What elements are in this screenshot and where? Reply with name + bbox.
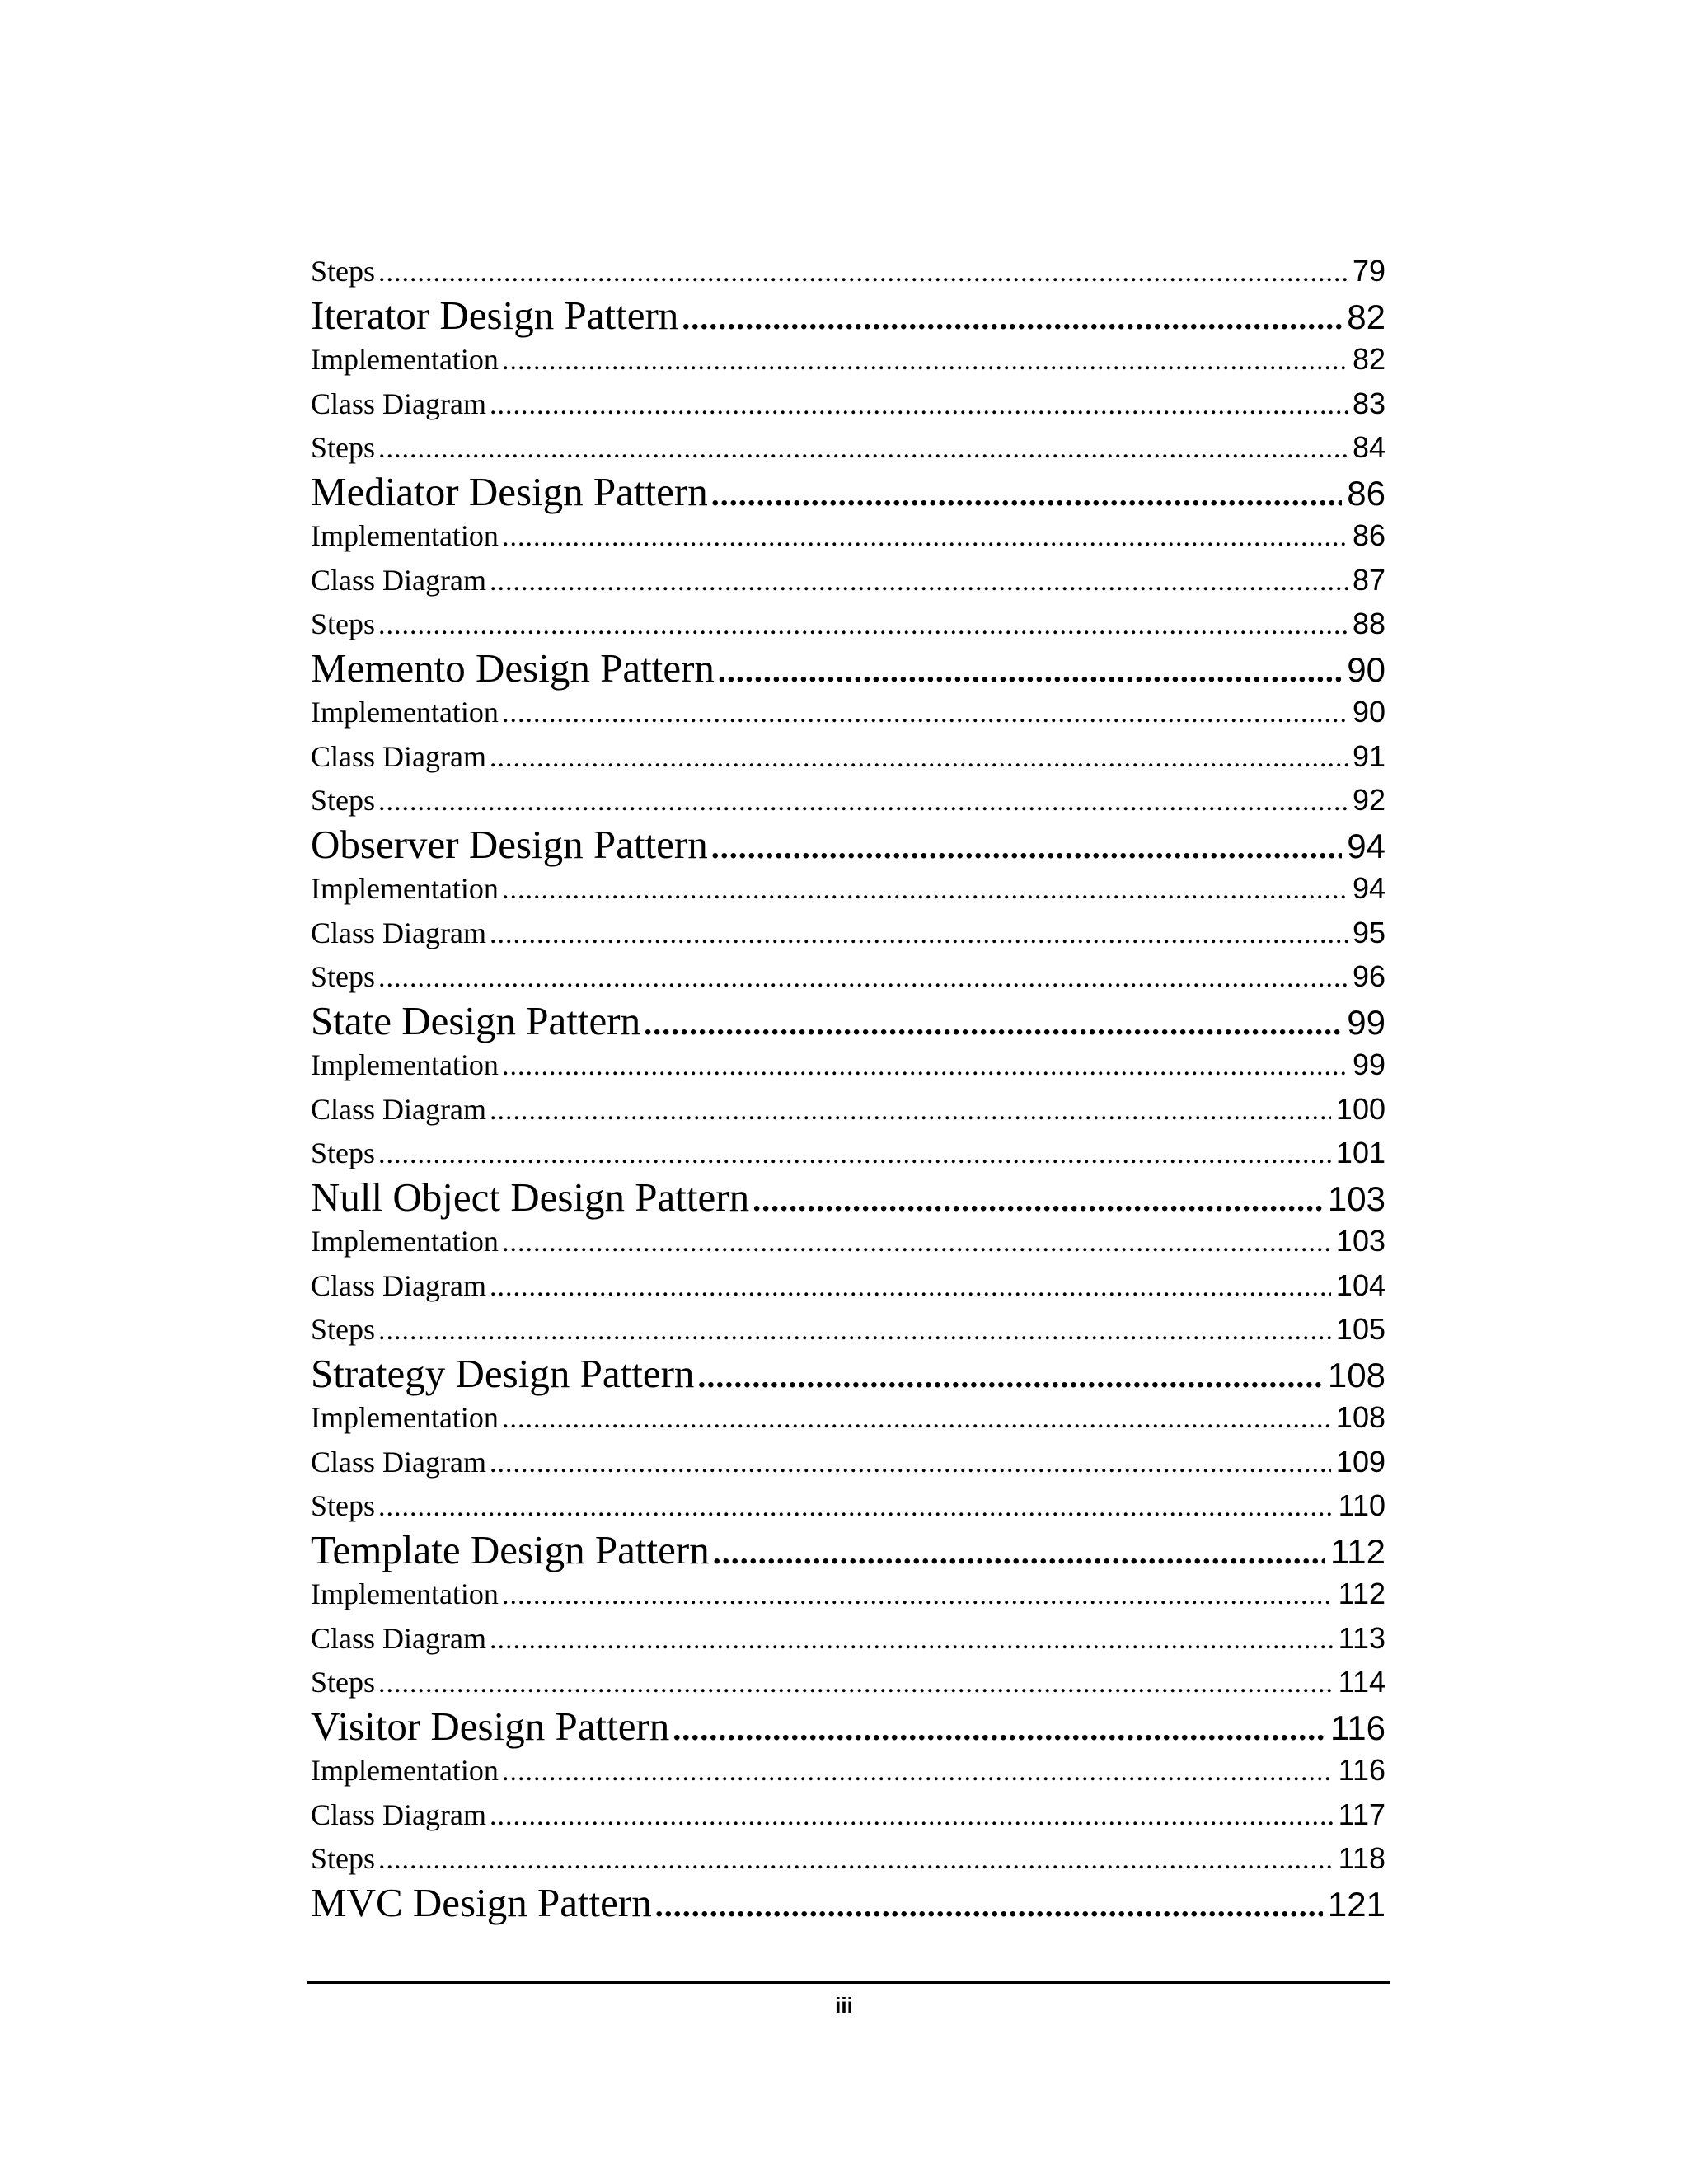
toc-entry-page-number: 121 xyxy=(1327,1884,1386,1924)
toc-entry-page-number: 79 xyxy=(1352,254,1386,288)
dot-leader xyxy=(697,1354,1323,1399)
toc-entry-title: Steps xyxy=(311,255,376,288)
toc-entry-page-number: 112 xyxy=(1330,1531,1386,1571)
toc-entry-title: Class Diagram xyxy=(311,1268,486,1302)
toc-section-entry[interactable] xyxy=(311,1043,1386,1087)
toc-section-entry[interactable] xyxy=(311,1616,1386,1661)
toc-entry-page-number: 90 xyxy=(1347,649,1386,689)
toc-entry-page-number: 117 xyxy=(1338,1797,1386,1831)
dot-leader xyxy=(502,1573,1334,1618)
toc-entry-page-number: 116 xyxy=(1338,1753,1386,1787)
toc-entry-page-number: 118 xyxy=(1338,1841,1386,1875)
toc-entry-page-number: 94 xyxy=(1347,826,1386,865)
toc-entry-title: Visitor Design Pattern xyxy=(311,1703,670,1749)
toc-entry-page-number: 113 xyxy=(1338,1620,1386,1655)
dot-leader xyxy=(711,472,1343,517)
toc-entry-page-number: 82 xyxy=(1352,342,1386,376)
toc-section-entry[interactable] xyxy=(311,1836,1386,1881)
dot-leader xyxy=(490,383,1348,428)
dot-leader xyxy=(502,1221,1331,1265)
toc-chapter-entry[interactable] xyxy=(311,1528,1386,1572)
toc-section-entry[interactable] xyxy=(311,382,1386,426)
dot-leader xyxy=(490,1441,1331,1486)
dot-leader xyxy=(682,296,1342,340)
dot-leader xyxy=(502,1750,1334,1794)
toc-chapter-entry[interactable] xyxy=(311,823,1386,867)
dot-leader xyxy=(378,780,1348,824)
dot-leader xyxy=(378,1838,1334,1882)
dot-leader xyxy=(502,1397,1331,1441)
toc-entry-page-number: 92 xyxy=(1352,783,1386,817)
toc-entry-page-number: 88 xyxy=(1352,607,1386,640)
toc-section-entry[interactable] xyxy=(311,1219,1386,1263)
toc-entry-page-number: 84 xyxy=(1352,430,1386,464)
toc-entry-page-number: 90 xyxy=(1352,695,1386,729)
toc-entry-page-number: 112 xyxy=(1338,1577,1386,1610)
toc-entry-page-number: 82 xyxy=(1347,297,1386,336)
toc-entry-title: Steps xyxy=(311,1842,376,1875)
toc-entry-title: Class Diagram xyxy=(311,916,486,949)
toc-entry-title: Template Design Pattern xyxy=(311,1526,710,1572)
table-of-contents xyxy=(311,249,1386,1924)
dot-leader xyxy=(673,1707,1325,1751)
footer-divider xyxy=(307,1981,1390,1984)
toc-entry-page-number: 108 xyxy=(1327,1355,1386,1394)
toc-entry-title: Observer Design Pattern xyxy=(311,821,708,867)
toc-section-entry[interactable] xyxy=(311,1131,1386,1175)
toc-section-entry[interactable] xyxy=(311,337,1386,382)
toc-entry-page-number: 99 xyxy=(1347,1002,1386,1042)
toc-section-entry[interactable] xyxy=(311,1748,1386,1793)
toc-chapter-entry[interactable] xyxy=(311,1352,1386,1396)
toc-section-entry[interactable] xyxy=(311,1660,1386,1704)
toc-section-entry[interactable] xyxy=(311,1395,1386,1440)
toc-section-entry[interactable] xyxy=(311,690,1386,734)
toc-entry-page-number: 105 xyxy=(1335,1312,1386,1346)
toc-section-entry[interactable] xyxy=(311,866,1386,911)
toc-entry-title: Implementation xyxy=(311,696,499,729)
dot-leader xyxy=(378,1661,1334,1706)
toc-entry-title: Steps xyxy=(311,431,376,464)
toc-chapter-entry[interactable] xyxy=(311,646,1386,691)
toc-entry-title: Steps xyxy=(311,1137,376,1169)
toc-entry-page-number: 95 xyxy=(1352,915,1386,949)
dot-leader xyxy=(378,1309,1331,1353)
dot-leader xyxy=(378,1132,1331,1177)
toc-entry-title: Implementation xyxy=(311,1225,499,1258)
toc-section-entry[interactable] xyxy=(311,734,1386,779)
toc-entry-title: Steps xyxy=(311,1313,376,1346)
dot-leader xyxy=(502,515,1348,560)
toc-entry-page-number: 83 xyxy=(1352,386,1386,420)
toc-entry-page-number: 86 xyxy=(1352,518,1386,552)
toc-section-entry[interactable] xyxy=(311,1087,1386,1132)
toc-entry-page-number: 104 xyxy=(1335,1268,1386,1302)
dot-leader xyxy=(713,1530,1325,1575)
dot-leader xyxy=(502,868,1348,912)
toc-section-entry[interactable] xyxy=(311,1440,1386,1484)
dot-leader xyxy=(655,1883,1323,1928)
toc-entry-title: Implementation xyxy=(311,1401,499,1434)
toc-section-entry[interactable] xyxy=(311,425,1386,470)
toc-entry-page-number: 99 xyxy=(1352,1047,1386,1081)
toc-entry-page-number: 100 xyxy=(1335,1091,1386,1126)
toc-entry-page-number: 110 xyxy=(1338,1488,1386,1522)
toc-entry-title: Iterator Design Pattern xyxy=(311,292,679,338)
toc-entry-page-number: 87 xyxy=(1352,562,1386,597)
dot-leader xyxy=(490,736,1348,780)
dot-leader xyxy=(490,1265,1331,1310)
toc-entry-title: Steps xyxy=(311,1489,376,1522)
toc-entry-title: Implementation xyxy=(311,343,499,376)
toc-entry-page-number: 103 xyxy=(1327,1179,1386,1218)
toc-section-entry[interactable] xyxy=(311,249,1386,293)
toc-section-entry[interactable] xyxy=(311,1793,1386,1837)
toc-section-entry[interactable] xyxy=(311,513,1386,558)
dot-leader xyxy=(718,649,1342,693)
toc-entry-title: Steps xyxy=(311,1666,376,1699)
dot-leader xyxy=(378,427,1348,471)
dot-leader xyxy=(378,1485,1334,1530)
dot-leader xyxy=(753,1178,1323,1222)
toc-section-entry[interactable] xyxy=(311,1572,1386,1616)
dot-leader xyxy=(711,825,1343,869)
toc-chapter-entry[interactable] xyxy=(311,1881,1386,1925)
dot-leader xyxy=(502,1044,1348,1089)
dot-leader xyxy=(502,339,1348,383)
toc-entry-title: Class Diagram xyxy=(311,1621,486,1655)
dot-leader xyxy=(490,1794,1334,1839)
dot-leader xyxy=(502,691,1348,736)
dot-leader xyxy=(378,251,1348,295)
toc-section-entry[interactable] xyxy=(311,911,1386,955)
toc-entry-title: Implementation xyxy=(311,519,499,552)
dot-leader xyxy=(490,1618,1334,1662)
toc-entry-title: Strategy Design Pattern xyxy=(311,1350,695,1396)
toc-entry-page-number: 94 xyxy=(1352,871,1386,905)
toc-chapter-entry[interactable] xyxy=(311,1704,1386,1749)
dot-leader xyxy=(378,603,1348,648)
toc-entry-title: Implementation xyxy=(311,1048,499,1081)
toc-entry-title: Steps xyxy=(311,784,376,817)
dot-leader xyxy=(490,912,1348,957)
dot-leader xyxy=(644,1001,1342,1046)
page-number: iii xyxy=(835,1993,853,2018)
toc-entry-title: Class Diagram xyxy=(311,1797,486,1831)
dot-leader xyxy=(490,1089,1331,1133)
dot-leader xyxy=(378,956,1348,1001)
toc-section-entry[interactable] xyxy=(311,1483,1386,1528)
toc-entry-page-number: 114 xyxy=(1338,1665,1386,1699)
toc-entry-title: Class Diagram xyxy=(311,1092,486,1126)
toc-entry-title: Memento Design Pattern xyxy=(311,644,715,691)
toc-entry-page-number: 116 xyxy=(1330,1708,1386,1747)
toc-entry-title: MVC Design Pattern xyxy=(311,1879,652,1925)
toc-entry-title: Steps xyxy=(311,607,376,640)
toc-section-entry[interactable] xyxy=(311,954,1386,999)
toc-chapter-entry[interactable] xyxy=(311,293,1386,338)
toc-entry-page-number: 101 xyxy=(1335,1136,1386,1169)
toc-section-entry[interactable] xyxy=(311,558,1386,602)
toc-entry-title: Class Diagram xyxy=(311,739,486,773)
toc-entry-page-number: 91 xyxy=(1352,738,1386,773)
dot-leader xyxy=(490,560,1348,604)
toc-entry-title: Class Diagram xyxy=(311,1445,486,1479)
toc-entry-title: Mediator Design Pattern xyxy=(311,468,708,514)
toc-entry-title: Implementation xyxy=(311,872,499,905)
toc-section-entry[interactable] xyxy=(311,1307,1386,1352)
toc-section-entry[interactable] xyxy=(311,602,1386,646)
toc-entry-page-number: 109 xyxy=(1335,1444,1386,1479)
toc-section-entry[interactable] xyxy=(311,778,1386,823)
toc-section-entry[interactable] xyxy=(311,1263,1386,1308)
toc-entry-title: Implementation xyxy=(311,1577,499,1610)
toc-entry-page-number: 103 xyxy=(1335,1224,1386,1258)
toc-entry-title: State Design Pattern xyxy=(311,997,641,1043)
toc-entry-title: Null Object Design Pattern xyxy=(311,1174,750,1220)
toc-chapter-entry[interactable] xyxy=(311,470,1386,514)
toc-entry-title: Implementation xyxy=(311,1754,499,1787)
toc-entry-title: Steps xyxy=(311,960,376,993)
toc-entry-title: Class Diagram xyxy=(311,563,486,597)
toc-entry-page-number: 108 xyxy=(1335,1400,1386,1434)
toc-entry-page-number: 86 xyxy=(1347,473,1386,513)
toc-chapter-entry[interactable] xyxy=(311,999,1386,1043)
toc-entry-title: Class Diagram xyxy=(311,387,486,420)
toc-chapter-entry[interactable] xyxy=(311,1175,1386,1220)
toc-entry-page-number: 96 xyxy=(1352,959,1386,993)
